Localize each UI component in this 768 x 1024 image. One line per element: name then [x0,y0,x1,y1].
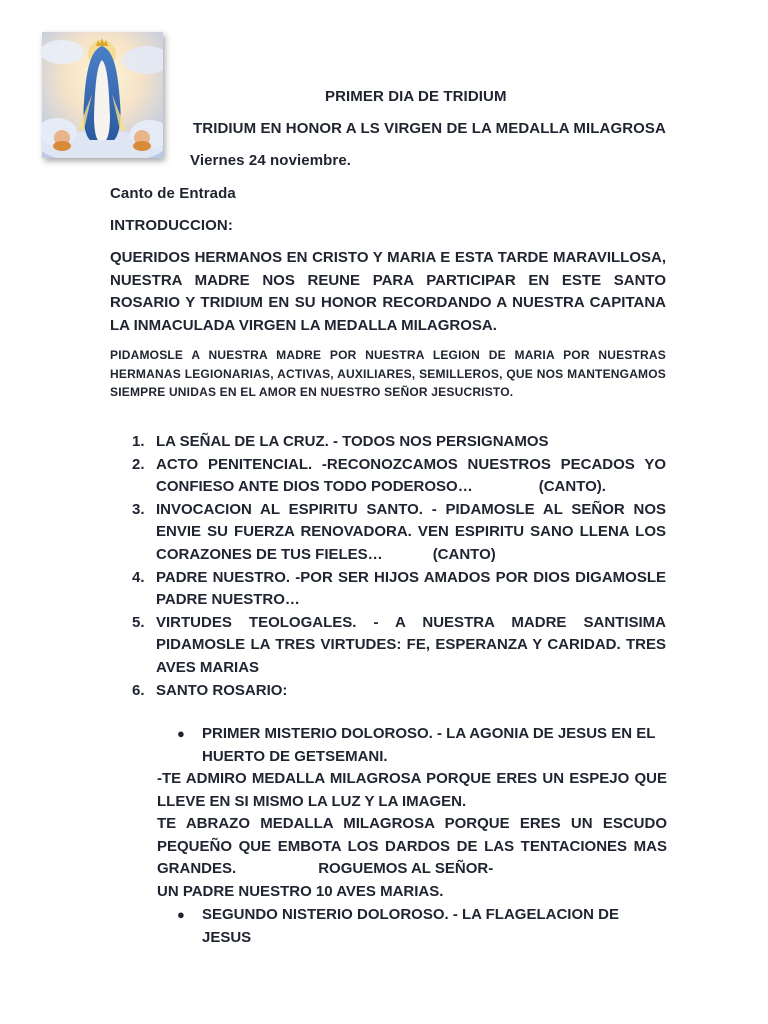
list-text: PADRE NUESTRO. -POR SER HIJOS AMADOS POR DIOS DIGAMOSLE PADRE NUESTRO… [156,568,666,609]
list-item [110,454,666,499]
list-number: 1. [132,433,145,450]
reflection-line-2 [157,813,667,881]
mystery-reflection [157,768,667,904]
ordered-list [110,431,666,702]
list-text: LA SEÑAL DE LA CRUZ. - TODOS NOS PERSIGNAMOS [156,433,549,450]
list-item [110,612,666,680]
list-text: INVOCACION AL ESPIRITU SANTO. - PIDAMOSLE AL SEÑOR NOS ENVIE SU FUERZA RENOVADORA. VEN ESPIRITU SANO LLENA LOS CORAZONES DE TUS FIELES… [156,500,666,563]
list-text: SANTO ROSARIO: [156,681,288,699]
list-text: ACTO PENITENCIAL. -RECONOZCAMOS NUESTROS PECADOS YO CONFIESO ANTE DIOS TODO PODEROSO… [156,455,666,496]
date-line: Viernes 24 noviembre. [190,152,352,169]
bullet-item [157,904,667,949]
reflection-line-1: -TE ADMIRO MEDALLA MILAGROSA PORQUE ERES UN ESPEJO QUE LLEVE EN SI MISMO LA LUZ Y LA IMAGEN. [157,770,667,810]
list-number: 4. [132,568,145,586]
list-tail: (CANTO). [538,478,606,496]
list-number: 6. [132,681,145,699]
mystery-bullet-2 [157,904,667,949]
reflection-line-3: UN PADRE NUESTRO 10 AVES MARIAS. [157,882,444,900]
list-item [110,680,666,703]
bullet-text: PRIMER MISTERIO DOLOROSO. - LA AGONIA DE JESUS EN EL HUERTO DE GETSEMANI. [202,725,656,765]
list-tail: (CANTO) [432,545,496,563]
list-number: 3. [132,500,145,518]
list-item [110,431,666,454]
page-title: PRIMER DIA DE TRIDIUM [325,88,507,105]
list-text: VIRTUDES TEOLOGALES. - A NUESTRA MADRE SANTISIMA PIDAMOSLE LA TRES VIRTUDES: FE, ESPERANZA Y CARIDAD. TRES AVES MARIAS [156,613,666,676]
page-subtitle: TRIDIUM EN HONOR A LS VIRGEN DE LA MEDALLA MILAGROSA [193,120,666,137]
bullet-icon: ● [177,726,185,741]
virgin-mary-illustration [42,32,163,158]
reflection-text: TE ABRAZO MEDALLA MILAGROSA PORQUE ERES UN ESCUDO PEQUEÑO QUE EMBOTA LOS DARDOS DE LAS TENTACIONES MAS GRANDES. [157,815,667,878]
list-number: 5. [132,613,145,631]
section-intro: INTRODUCCION: [110,217,233,234]
roguemos-text: ROGUEMOS AL SEÑOR- [318,860,494,878]
section-canto: Canto de Entrada [110,185,236,202]
petition-paragraph: PIDAMOSLE A NUESTRA MADRE POR NUESTRA LEGION DE MARIA POR NUESTRAS HERMANAS LEGIONARIAS, ACTIVAS, AUXILIARES, SEMILLEROS, QUE NOS MANTENGAMOS SIEMPRE UNIDAS EN EL AMOR EN NUESTRO SEÑOR JESUCRISTO. [110,348,666,399]
virgin-mary-image [42,32,163,158]
bullet-text: SEGUNDO NISTERIO DOLOROSO. - LA FLAGELACION DE JESUS [202,906,619,946]
intro-paragraph: QUERIDOS HERMANOS EN CRISTO Y MARIA E ESTA TARDE MARAVILLOSA, NUESTRA MADRE NOS REUNE PARA PARTICIPAR EN ESTE SANTO ROSARIO Y TRIDIUM EN SU HONOR RECORDANDO A NUESTRA CAPITANA LA INMACULADA VIRGEN LA MEDALLA MILAGROSA. [110,249,666,334]
bullet-icon: ● [177,907,185,922]
list-item [110,567,666,612]
bullet-item [157,723,667,768]
list-item [110,499,666,567]
list-number: 2. [132,455,145,473]
mystery-bullet-1 [157,723,667,768]
